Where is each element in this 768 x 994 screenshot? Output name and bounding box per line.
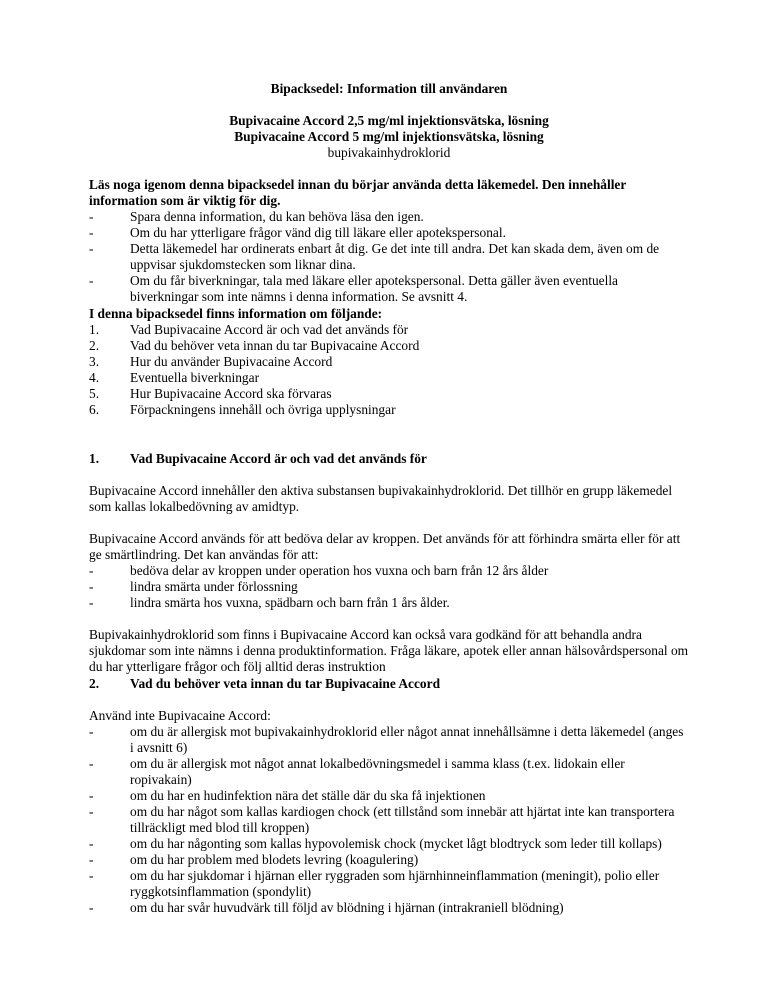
list-marker: - <box>89 241 94 256</box>
list-item <box>89 900 689 916</box>
intro-item <box>89 209 689 225</box>
section-1 <box>89 451 689 675</box>
toc-number: 1. <box>89 322 100 337</box>
list-item <box>89 852 689 868</box>
section-2 <box>89 676 689 916</box>
list-item-text: Spara denna information, du kan behöva läsa den igen. <box>130 209 424 224</box>
list-marker: - <box>89 900 94 915</box>
section-1-paragraph: Bupivacaine Accord används för att bedöva delar av kroppen. Det används för att förhindra smärta eller för att ge smärtlindring. Det kan användas för att: <box>89 531 681 562</box>
intro-warning: Läs noga igenom denna bipacksedel innan du börjar använda detta läkemedel. Den innehåller information som är viktig för dig. <box>89 177 627 208</box>
list-marker: - <box>89 788 94 803</box>
toc-item-text: Hur du använder Bupivacaine Accord <box>130 354 333 369</box>
toc-number: 6. <box>89 402 100 417</box>
toc-number: 5. <box>89 386 100 401</box>
list-item-text: Om du har ytterligare frågor vänd dig till läkare eller apotekspersonal. <box>130 225 506 240</box>
section-2-lead: Använd inte Bupivacaine Accord: <box>89 708 271 723</box>
section-title: Vad Bupivacaine Accord är och vad det används för <box>130 451 427 466</box>
toc-title: I denna bipacksedel finns information om följande: <box>89 306 383 321</box>
toc-item <box>89 402 689 418</box>
list-item-text: om du har något som kallas kardiogen chock (ett tillstånd som innebär att hjärtat inte kan transportera tillräckligt med blod till kroppen) <box>130 804 675 835</box>
toc-number: 4. <box>89 370 100 385</box>
list-marker: - <box>89 209 94 224</box>
list-item-text: lindra smärta hos vuxna, spädbarn och barn från 1 års ålder. <box>130 595 450 610</box>
product-name-2: Bupivacaine Accord 5 mg/ml injektionsvätska, lösning <box>234 129 544 144</box>
list-item-text: om du har svår huvudvärk till följd av blödning i hjärnan (intrakraniell blödning) <box>130 900 564 915</box>
product-name-1: Bupivacaine Accord 2,5 mg/ml injektionsvätska, lösning <box>229 113 549 128</box>
list-item-text: om du har sjukdomar i hjärnan eller ryggraden som hjärnhinneinflammation (meningit), polio eller ryggkotsinflammation (spondylit) <box>130 868 660 899</box>
toc-item-text: Vad du behöver veta innan du tar Bupivacaine Accord <box>130 338 420 353</box>
list-marker: - <box>89 836 94 851</box>
intro-section <box>89 177 689 305</box>
toc-section <box>89 306 689 418</box>
toc-number: 3. <box>89 354 100 369</box>
list-item <box>89 563 689 579</box>
list-marker: - <box>89 225 94 240</box>
section-1-paragraph: Bupivacaine Accord innehåller den aktiva substansen bupivakainhydroklorid. Det tillhör en grupp läkemedel som kallas lokalbedövning av amidtyp. <box>89 483 673 514</box>
list-item-text: Om du får biverkningar, tala med läkare eller apotekspersonal. Detta gäller även eventuella biverkningar som inte nämns i denna information. Se avsnitt 4. <box>130 273 619 304</box>
substance-name: bupivakainhydroklorid <box>327 145 451 160</box>
toc-item <box>89 338 689 354</box>
list-item-text: Detta läkemedel har ordinerats enbart åt dig. Ge det inte till andra. Det kan skada dem, även om de uppvisar sjukdomstecken som liknar dina. <box>130 241 660 272</box>
intro-item <box>89 273 689 305</box>
section-2-heading <box>89 676 689 692</box>
list-item <box>89 788 689 804</box>
list-item-text: lindra smärta under förlossning <box>130 579 298 594</box>
toc-item-text: Förpackningens innehåll och övriga upplysningar <box>130 402 396 417</box>
list-marker: - <box>89 724 94 739</box>
toc-item-text: Hur Bupivacaine Accord ska förvaras <box>130 386 332 401</box>
list-marker: - <box>89 563 94 578</box>
toc-number: 2. <box>89 338 100 353</box>
list-item <box>89 868 689 900</box>
toc-item <box>89 386 689 402</box>
section-number: 2. <box>89 676 100 691</box>
list-marker: - <box>89 273 94 288</box>
intro-item <box>89 225 689 241</box>
list-marker: - <box>89 579 94 594</box>
list-marker: - <box>89 595 94 610</box>
section-title: Vad du behöver veta innan du tar Bupivacaine Accord <box>130 676 441 691</box>
document-header <box>89 81 689 161</box>
section-number: 1. <box>89 451 100 466</box>
list-item-text: om du har problem med blodets levring (koagulering) <box>130 852 419 867</box>
toc-item-text: Vad Bupivacaine Accord är och vad det används för <box>130 322 409 337</box>
list-item-text: om du har en hudinfektion nära det ställe där du ska få injektionen <box>130 788 486 803</box>
list-item <box>89 724 689 756</box>
toc-item <box>89 370 689 386</box>
list-item <box>89 836 689 852</box>
list-item-text: om du är allergisk mot bupivakainhydroklorid eller något annat innehållsämne i detta läkemedel (anges i avsnitt 6) <box>130 724 684 755</box>
section-1-paragraph: Bupivakainhydroklorid som finns i Bupivacaine Accord kan också vara godkänd för att behandla andra sjukdomar som inte nämns i denna produktinformation. Fråga läkare, apotek eller annan hälsovårdspersonal om du har ytterligare frågor och följ alltid deras instruktion <box>89 627 689 674</box>
list-marker: - <box>89 756 94 771</box>
list-item-text: om du har någonting som kallas hypovolemisk chock (mycket lågt blodtryck som leder till kollaps) <box>130 836 662 851</box>
section-1-heading <box>89 451 689 467</box>
leaflet-title: Bipacksedel: Information till användaren <box>270 81 508 96</box>
list-item <box>89 579 689 595</box>
toc-item-text: Eventuella biverkningar <box>130 370 260 385</box>
list-marker: - <box>89 852 94 867</box>
toc-item <box>89 354 689 370</box>
intro-item <box>89 241 689 273</box>
list-item-text: bedöva delar av kroppen under operation hos vuxna och barn från 12 års ålder <box>130 563 549 578</box>
list-item <box>89 756 689 788</box>
list-item-text: om du är allergisk mot något annat lokalbedövningsmedel i samma klass (t.ex. lidokain eller ropivakain) <box>130 756 625 787</box>
list-marker: - <box>89 804 94 819</box>
list-item <box>89 595 689 611</box>
list-item <box>89 804 689 836</box>
toc-item <box>89 322 689 338</box>
list-marker: - <box>89 868 94 883</box>
